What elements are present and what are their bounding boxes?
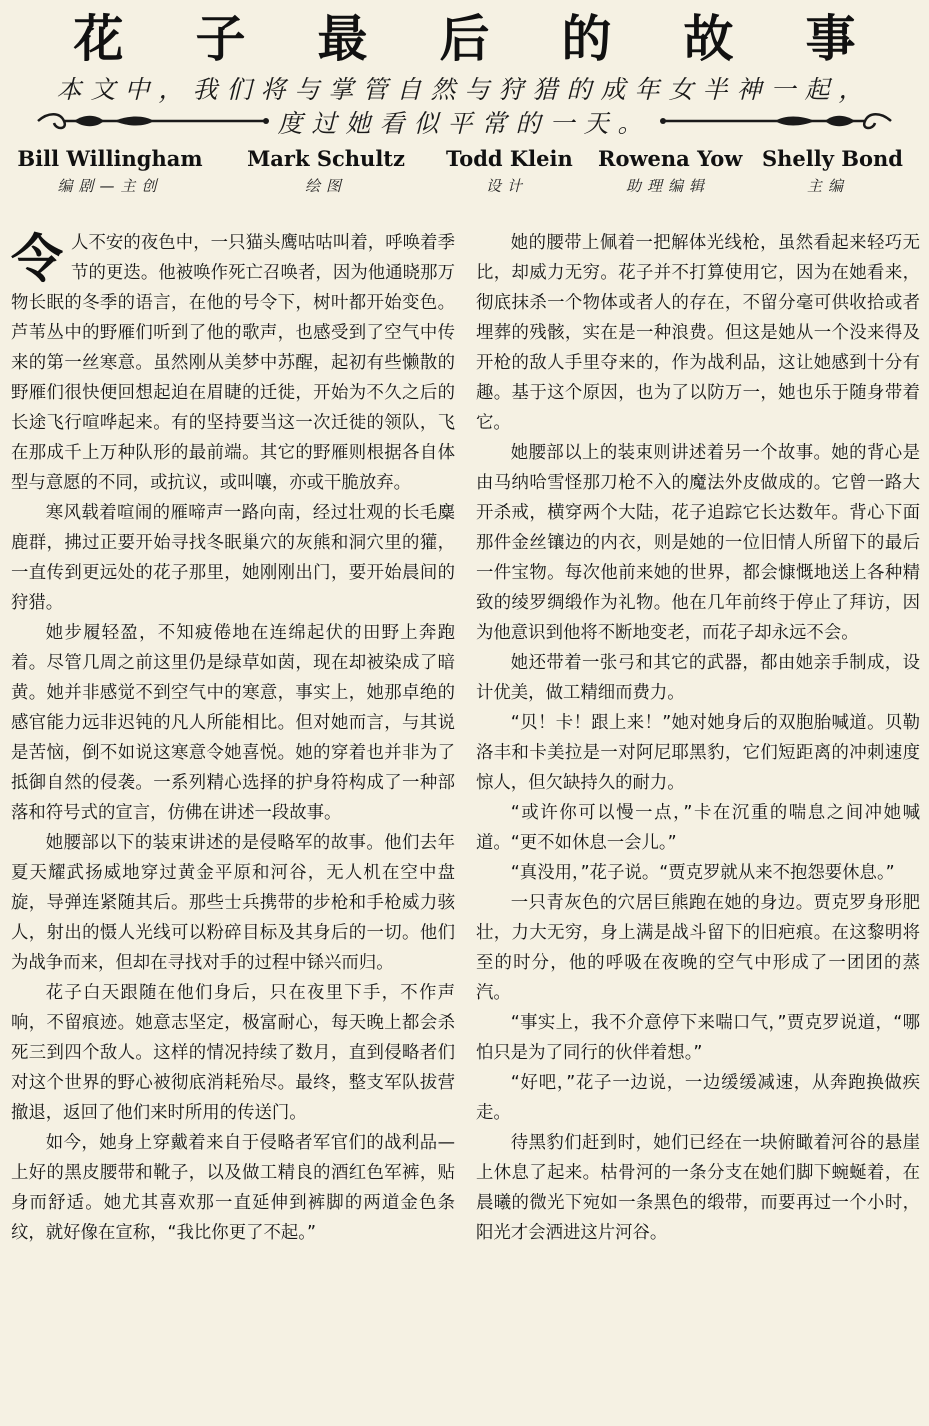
paragraph: 她还带着一张弓和其它的武器，都由她亲手制成，设计优美，做工精细而费力。 — [476, 653, 920, 703]
title-char: 子 — [195, 10, 246, 68]
title-char: 最 — [317, 10, 368, 68]
title-char: 花 — [73, 10, 124, 68]
article-column-left — [11, 228, 455, 1248]
paragraph: 她腰部以下的装束讲述的是侵略军的故事。他们去年夏天耀武扬威地穿过黄金平原和河谷，无人机在空中盘旋，导弹连紧随其后。那些士兵携带的步枪和手枪威力骇人，射出的慑人光线可以粉碎目标及其身后的一切。他们为战争而来，但却在寻找对手的过程中铩兴而归。 — [11, 833, 455, 973]
paragraph: “事实上，我不介意停下来喘口气，”贾克罗说道，“哪怕只是为了同行的伙伴着想。” — [476, 1013, 920, 1063]
paragraph: 花子白天跟随在他们身后，只在夜里下手，不作声响，不留痕迹。她意志坚定，极富耐心，每天晚上都会杀死三到四个敌人。这样的情况持续了数月，直到侵略者们对这个世界的野心被彻底消耗殆尽。最终，整支军队拔营撤退，返回了他们来时所用的传送门。 — [11, 983, 455, 1123]
credit-role: 绘图 — [304, 177, 347, 195]
paragraph — [11, 228, 455, 498]
title-char: 事 — [805, 10, 856, 68]
paragraph: 她腰部以上的装束则讲述着另一个故事。她的背心是由马纳哈雪怪那刀枪不入的魔法外皮做成的。它曾一路大开杀戒，横穿两个大陆，花子追踪它长达数年。背心下面那件金丝镶边的内衣，则是她的一位旧情人所留下的最后一件宝物。每次他前来她的世界，都会慷慨地送上各种精致的绫罗绸缎作为礼物。他在几年前终于停止了拜访，因为他意识到他将不断地变老，而花子却永远不会。 — [476, 443, 920, 643]
story-title — [0, 4, 929, 66]
paragraph: 她的腰带上佩着一把解体光线枪，虽然看起来轻巧无比，却威力无穷。花子并不打算使用它，因为在她看来，彻底抹杀一个物体或者人的存在，不留分毫可供收拾或者埋葬的残骸，实在是一种浪费。但这是她从一个没来得及开枪的敌人手里夺来的，作为战利品，这让她感到十分有趣。基于这个原因，也为了以防万一，她也乐于随身带着它。 — [476, 233, 920, 433]
credit-designer — [446, 146, 573, 196]
credit-writer — [10, 146, 210, 196]
subtitle-line-1: 本文中，我们将与掌管自然与狩猎的成年女半神一起， — [56, 75, 873, 104]
drop-cap: 令 — [11, 229, 64, 290]
credit-name: Mark Schultz — [247, 146, 405, 171]
paragraph: 一只青灰色的穴居巨熊跑在她的身边。贾克罗身形肥壮，力大无穷，身上满是战斗留下的旧疤痕。在这黎明将至的时分，他的呼吸在夜晚的空气中形成了一团团的蒸汽。 — [476, 893, 920, 1003]
credit-assistant-editor — [598, 146, 743, 196]
paragraph: 寒风载着喧闹的雁啼声一路向南，经过壮观的长毛麋鹿群，拂过正要开始寻找冬眠巢穴的灰熊和洞穴里的獾，一直传到更远处的花子那里，她刚刚出门，要开始晨间的狩猎。 — [11, 503, 455, 613]
paragraph: “好吧，”花子一边说，一边缓缓减速，从奔跑换做疾走。 — [476, 1073, 920, 1123]
credit-artist — [240, 146, 412, 196]
title-char: 的 — [561, 10, 612, 68]
title-char: 故 — [683, 10, 734, 68]
credit-role: 设计 — [485, 177, 528, 195]
paragraph: 她步履轻盈，不知疲倦地在连绵起伏的田野上奔跑着。尽管几周之前这里仍是绿草如茵，现在却被染成了暗黄。她并非感觉不到空气中的寒意，事实上，她那卓绝的感官能力远非迟钝的凡人所能相比。但对她而言，与其说是苦恼，倒不如说这寒意令她喜悦。她的穿着也并非为了抵御自然的侵袭。一系列精心选择的护身符构成了一种部落和符号式的宣言，仿佛在讲述一段故事。 — [11, 623, 455, 823]
credits — [0, 146, 929, 206]
paragraph: “或许你可以慢一点，”卡在沉重的喘息之间冲她喊道。“更不如休息一会儿。” — [476, 803, 920, 853]
subtitle-line-2: 度过她看似平常的一天。 — [277, 109, 652, 138]
article-column-right — [476, 228, 920, 1248]
credit-role: 主编 — [806, 177, 849, 195]
paragraph: “真没用，”花子说。“贾克罗就从来不抱怨要休息。” — [510, 863, 895, 883]
credit-editor — [762, 146, 903, 196]
credit-name: Bill Willingham — [17, 146, 203, 171]
credit-name: Shelly Bond — [762, 146, 903, 171]
credit-role: 编剧—主创 — [57, 177, 163, 195]
paragraph-text: 人不安的夜色中，一只猫头鹰咕咕叫着，呼唤着季节的更迭。他被唤作死亡召唤者，因为他通晓那万物长眠的冬季的语言，在他的号令下，树叶都开始变色。芦苇丛中的野雁们听到了他的歌声，也感受到了空气中传来的第一丝寒意。虽然刚从美梦中苏醒，起初有些懒散的野雁们很快便回想起迫在眉睫的迁徙，开始为不久之后的长途飞行喧哗起来。有的坚持要当这一次迁徙的领队，飞在那成千上万种队形的最前端。其它的野雁则根据各自体型与意愿的不同，或抗议，或叫嚷，亦或干脆放弃。 — [11, 233, 455, 493]
paragraph: “贝！卡！跟上来！”她对她身后的双胞胎喊道。贝勒洛丰和卡美拉是一对阿尼耶黑豹，它们短距离的冲刺速度惊人，但欠缺持久的耐力。 — [476, 713, 920, 793]
scroll-ornament-icon — [655, 110, 895, 132]
credit-role: 助理编辑 — [625, 177, 710, 195]
title-char: 后 — [439, 10, 490, 68]
credit-name: Todd Klein — [446, 146, 573, 171]
credit-name: Rowena Yow — [598, 146, 743, 171]
paragraph: 如今，她身上穿戴着来自于侵略者军官们的战利品—上好的黑皮腰带和靴子，以及做工精良的酒红色军裤，贴身而舒适。她尤其喜欢那一直延伸到裤脚的两道金色条纹，就好像在宣称，“我比你更了不起。” — [11, 1133, 455, 1243]
paragraph: 待黑豹们赶到时，她们已经在一块俯瞰着河谷的悬崖上休息了起来。枯骨河的一条分支在她们脚下蜿蜒着，在晨曦的微光下宛如一条黑色的缎带，而要再过一个小时，阳光才会洒进这片河谷。 — [476, 1133, 920, 1243]
